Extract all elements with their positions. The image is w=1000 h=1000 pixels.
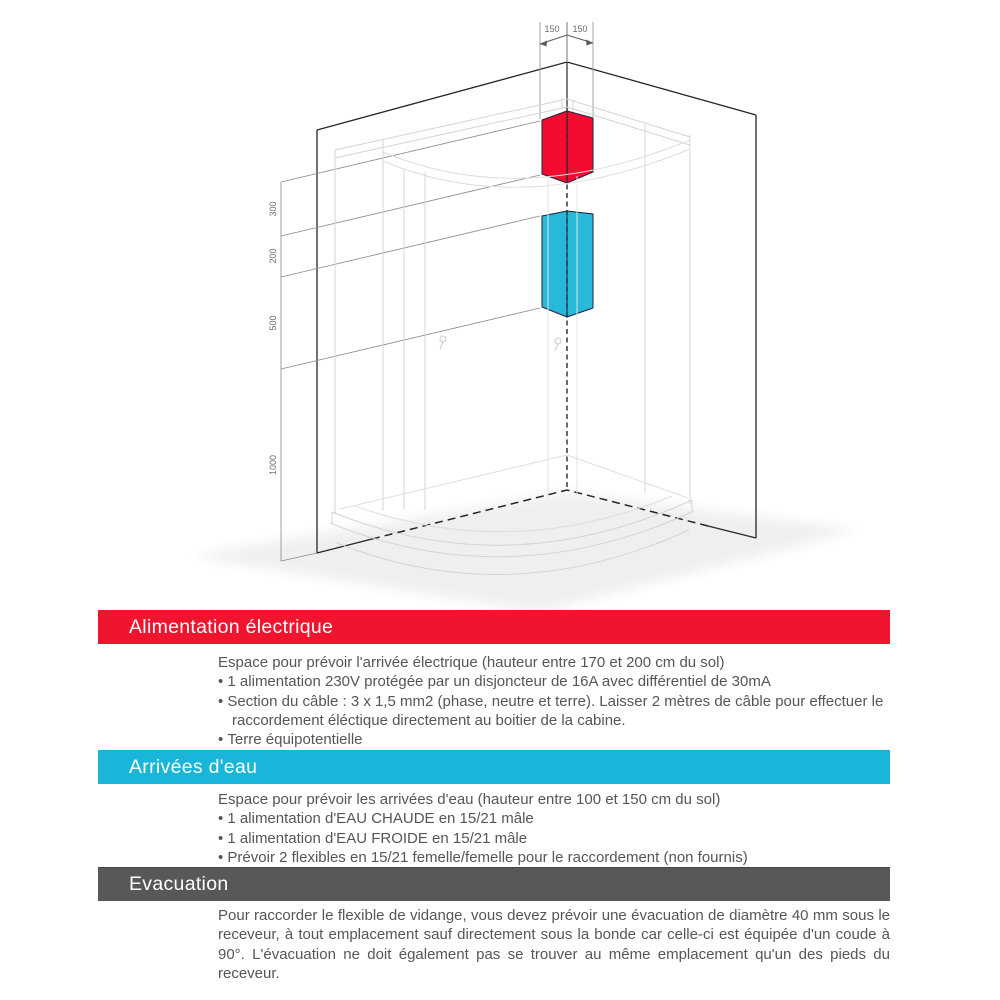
dim-top-left: 150 (544, 24, 560, 34)
section-body-electric (218, 653, 890, 749)
section-body-water (218, 790, 890, 867)
electric-bullet: • Section du câble : 3 x 1,5 mm2 (phase, neutre et terre). Laisser 2 mètres de câble pour effectuer le raccordement éléctique directement au boitier de la cabine. (218, 692, 890, 731)
electric-bullet: • Terre équipotentielle (218, 730, 890, 749)
water-bullet-list (218, 809, 890, 867)
section-title-drain: Evacuation (129, 873, 229, 895)
water-bullet: • 1 alimentation d'EAU CHAUDE en 15/21 mâle (218, 809, 890, 828)
water-intro: Espace pour prévoir les arrivées d'eau (hauteur entre 100 et 150 cm du sol) (218, 791, 721, 808)
section-header-electric (98, 610, 890, 644)
floor-shadow (190, 492, 858, 610)
drain-paragraph: Pour raccorder le flexible de vidange, vous devez prévoir une évacuation de diamètre 40 mm sous le receveur, à tout emplacement sauf directement sous la bonde car celle-ci est équipée d'un coude à 90°. L'évacuation ne doit également pas se trouver au même emplacement qu'un des pieds du receveur. (218, 907, 890, 982)
dim-left-500: 500 (268, 315, 278, 331)
electric-bullet: • 1 alimentation 230V protégée par un disjoncteur de 16A avec différentiel de 30mA (218, 672, 890, 691)
section-title-water: Arrivées d'eau (129, 755, 258, 778)
electric-intro: Espace pour prévoir l'arrivée électrique (hauteur entre 170 et 200 cm du sol) (218, 654, 725, 671)
section-title-electric: Alimentation électrique (129, 615, 334, 638)
water-bullet: • 1 alimentation d'EAU FROIDE en 15/21 mâle (218, 829, 890, 848)
door-handle-right (555, 338, 561, 351)
dim-left-1000: 1000 (268, 454, 278, 476)
dim-left-200: 200 (268, 248, 278, 264)
dim-top-right: 150 (572, 24, 588, 34)
dim-left-300: 300 (268, 201, 278, 217)
door-handle-left (440, 336, 446, 349)
section-body-drain (218, 906, 890, 983)
water-bullet: • Prévoir 2 flexibles en 15/21 femelle/femelle pour le raccordement (non fournis) (218, 848, 890, 867)
section-header-drain (98, 867, 890, 901)
electric-bullet-list (218, 672, 890, 749)
section-header-water (98, 750, 890, 784)
